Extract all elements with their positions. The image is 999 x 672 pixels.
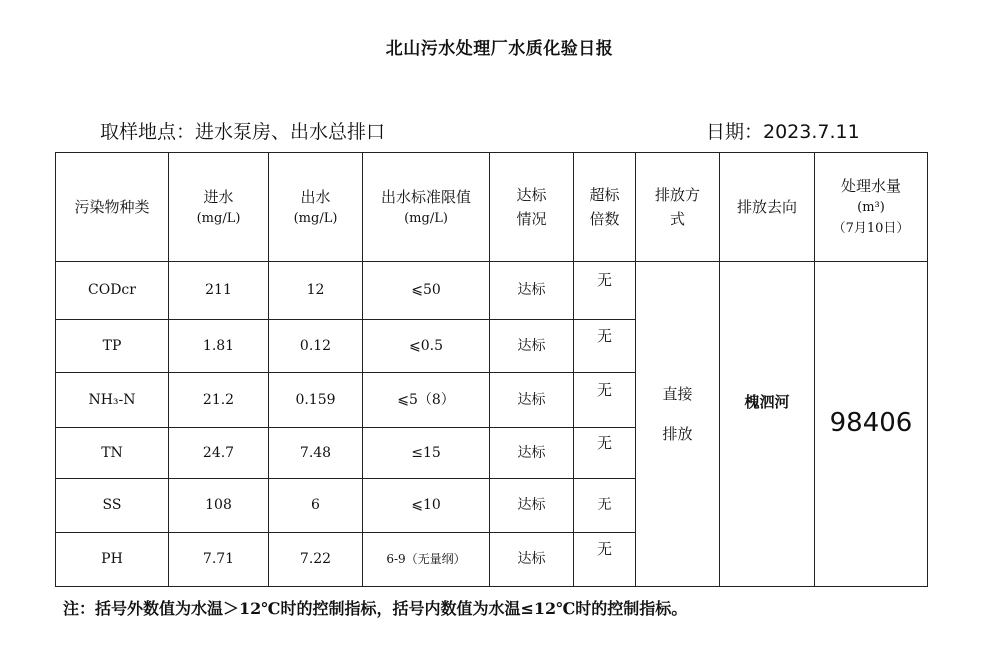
cell-effluent: 7.48 <box>269 428 363 479</box>
cell-exceed: 无 <box>574 373 636 428</box>
cell-limit: ⩽0.5 <box>363 320 490 373</box>
cell-status: 达标 <box>490 262 574 320</box>
report-date: 日期：2023.7.11 <box>706 121 860 143</box>
header-pollutant: 污染物种类 <box>56 153 169 262</box>
cell-limit: 6-9（无量纲） <box>363 533 490 587</box>
header-compliance: 达标 情况 <box>490 153 574 262</box>
cell-exceed: 无 <box>574 320 636 373</box>
header-discharge-method: 排放方 式 <box>636 153 720 262</box>
sampling-location: 取样地点：进水泵房、出水总排口 <box>100 121 386 143</box>
cell-status: 达标 <box>490 479 574 533</box>
cell-effluent: 12 <box>269 262 363 320</box>
header-effluent: 出水 (mg/L) <box>269 153 363 262</box>
cell-pollutant: PH <box>56 533 169 587</box>
cell-limit: ⩽10 <box>363 479 490 533</box>
cell-pollutant: TP <box>56 320 169 373</box>
cell-pollutant: SS <box>56 479 169 533</box>
cell-status: 达标 <box>490 533 574 587</box>
cell-status: 达标 <box>490 320 574 373</box>
cell-influent: 1.81 <box>169 320 269 373</box>
table-header-row <box>56 153 928 262</box>
cell-limit: ⩽50 <box>363 262 490 320</box>
cell-effluent: 0.159 <box>269 373 363 428</box>
cell-pollutant: CODcr <box>56 262 169 320</box>
table-row <box>56 262 928 320</box>
report-title: 北山污水处理厂水质化验日报 <box>385 39 614 59</box>
cell-limit: ≤15 <box>363 428 490 479</box>
cell-status: 达标 <box>490 428 574 479</box>
cell-discharge-destination: 槐泗河 <box>720 262 815 587</box>
cell-status: 达标 <box>490 373 574 428</box>
header-influent: 进水 (mg/L) <box>169 153 269 262</box>
cell-discharge-method: 直接 排放 <box>636 262 720 587</box>
footnote: 注：括号外数值为水温＞12℃时的控制指标，括号内数值为水温≤12℃时的控制指标。 <box>63 599 688 618</box>
cell-treated-volume: 98406 <box>815 262 928 587</box>
cell-pollutant: NH₃-N <box>56 373 169 428</box>
cell-influent: 108 <box>169 479 269 533</box>
header-exceed-multiple: 超标 倍数 <box>574 153 636 262</box>
cell-exceed: 无 <box>574 533 636 587</box>
cell-exceed: 无 <box>574 262 636 320</box>
cell-effluent: 6 <box>269 479 363 533</box>
cell-influent: 24.7 <box>169 428 269 479</box>
cell-pollutant: TN <box>56 428 169 479</box>
water-quality-table <box>55 152 928 587</box>
header-discharge-destination: 排放去向 <box>720 153 815 262</box>
cell-exceed: 无 <box>574 428 636 479</box>
cell-effluent: 7.22 <box>269 533 363 587</box>
cell-influent: 7.71 <box>169 533 269 587</box>
cell-effluent: 0.12 <box>269 320 363 373</box>
cell-exceed: 无 <box>574 479 636 533</box>
cell-influent: 211 <box>169 262 269 320</box>
cell-influent: 21.2 <box>169 373 269 428</box>
header-treated-volume: 处理水量 (m³) （7月10日） <box>815 153 928 262</box>
header-limit: 出水标准限值 (mg/L) <box>363 153 490 262</box>
cell-limit: ⩽5（8） <box>363 373 490 428</box>
